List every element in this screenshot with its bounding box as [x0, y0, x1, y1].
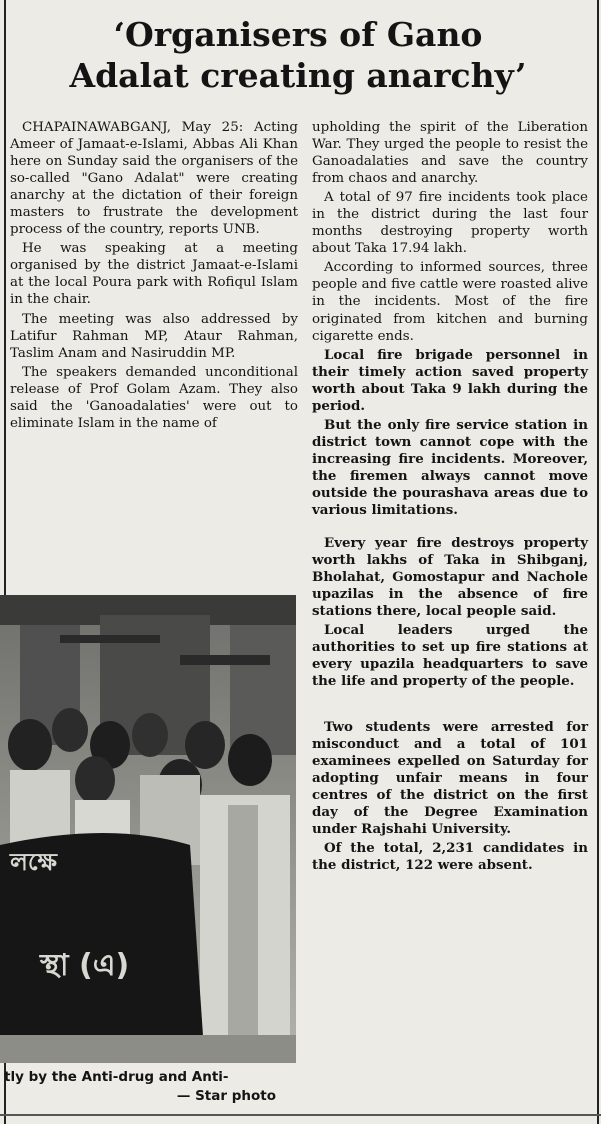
- story-paragraph: Every year fire destroys property worth lakhs of Taka in Shibganj, Bholahat, Gomostapur and Nachole upazilas in the absence of fire stations there, local people said.: [312, 535, 588, 620]
- story-paragraph: A total of 97 fire incidents took place in the district during the last four months destroying property worth about Taka 17.94 lakh.: [312, 190, 588, 257]
- story-paragraph: Two students were arrested for misconduct and a total of 101 examinees expelled on Saturday for adopting unfair means in four centres of the district on the first day of the Degree Examination under Rajshahi University.: [312, 718, 588, 837]
- story-paragraph: But the only fire service station in district town cannot cope with the increasing fire incidents. Moreover, the firemen always cannot move outside the pourashava areas due to various limitations.: [312, 416, 588, 519]
- article-paragraph: The meeting was also addressed by Latifur Rahman MP, Ataur Rahman, Taslim Anam and Nasiruddin MP.: [10, 311, 298, 361]
- article-paragraph: upholding the spirit of the Liberation War. They urged the people to resist the Ganoadalaties and save the country from chaos and anarchy.: [312, 120, 588, 187]
- story-paragraph: According to informed sources, three people and five cattle were roasted alive in the incidents. Most of the fire originated from kitchen and burning cigarette ends.: [312, 260, 588, 344]
- article-paragraph: CHAPAINAWABGANJ, May 25: Acting Ameer of Jamaat-e-Islami, Abbas Ali Khan here on Sunday said the organisers of the so-called "Gano Adalat" were creating anarchy at the dictation of their foreign masters to frustrate the development process of the country, reports UNB.: [10, 120, 298, 238]
- story-paragraph: Local leaders urged the authorities to set up fire stations at every upazila headquarters to save the life and property of the people.: [312, 622, 588, 690]
- fire-incidents-story: [312, 189, 588, 519]
- news-photo: [0, 595, 296, 1063]
- bottom-rule: [0, 1114, 601, 1116]
- headline-line-2: Adalat creating anarchy’: [69, 56, 527, 95]
- article-left-column: [10, 119, 298, 434]
- photo-caption: [4, 1068, 294, 1106]
- upazila-fire-story: [312, 535, 588, 690]
- banner-text-bottom: স্থা (এ): [40, 948, 130, 983]
- article-paragraph: He was speaking at a meeting organised by the district Jamaat-e-Islami at the local Poura park with Rofiqul Islam in the chair.: [10, 241, 298, 308]
- headline: [8, 14, 588, 96]
- headline-line-1: ‘Organisers of Gano: [113, 15, 483, 54]
- banner-text-top: লক্ষে: [10, 848, 57, 876]
- story-separator: [312, 693, 588, 719]
- article-paragraph: The speakers demanded unconditional release of Prof Golam Azam. They also said the 'Ganoadalaties' were out to eliminate Islam in the name of: [10, 364, 298, 431]
- photo-illustration: [0, 595, 296, 1063]
- story-separator: [312, 521, 588, 535]
- article-right-column: [312, 119, 588, 876]
- right-column-rule: [597, 0, 599, 1124]
- caption-text: tly by the Anti-drug and Anti-: [4, 1069, 229, 1085]
- story-paragraph: Of the total, 2,231 candidates in the district, 122 were absent.: [312, 839, 588, 873]
- story-paragraph: Local fire brigade personnel in their timely action saved property worth about Taka 9 lakh during the period.: [312, 346, 588, 414]
- exam-story: [312, 719, 588, 874]
- photo-credit: — Star photo: [176, 1088, 276, 1104]
